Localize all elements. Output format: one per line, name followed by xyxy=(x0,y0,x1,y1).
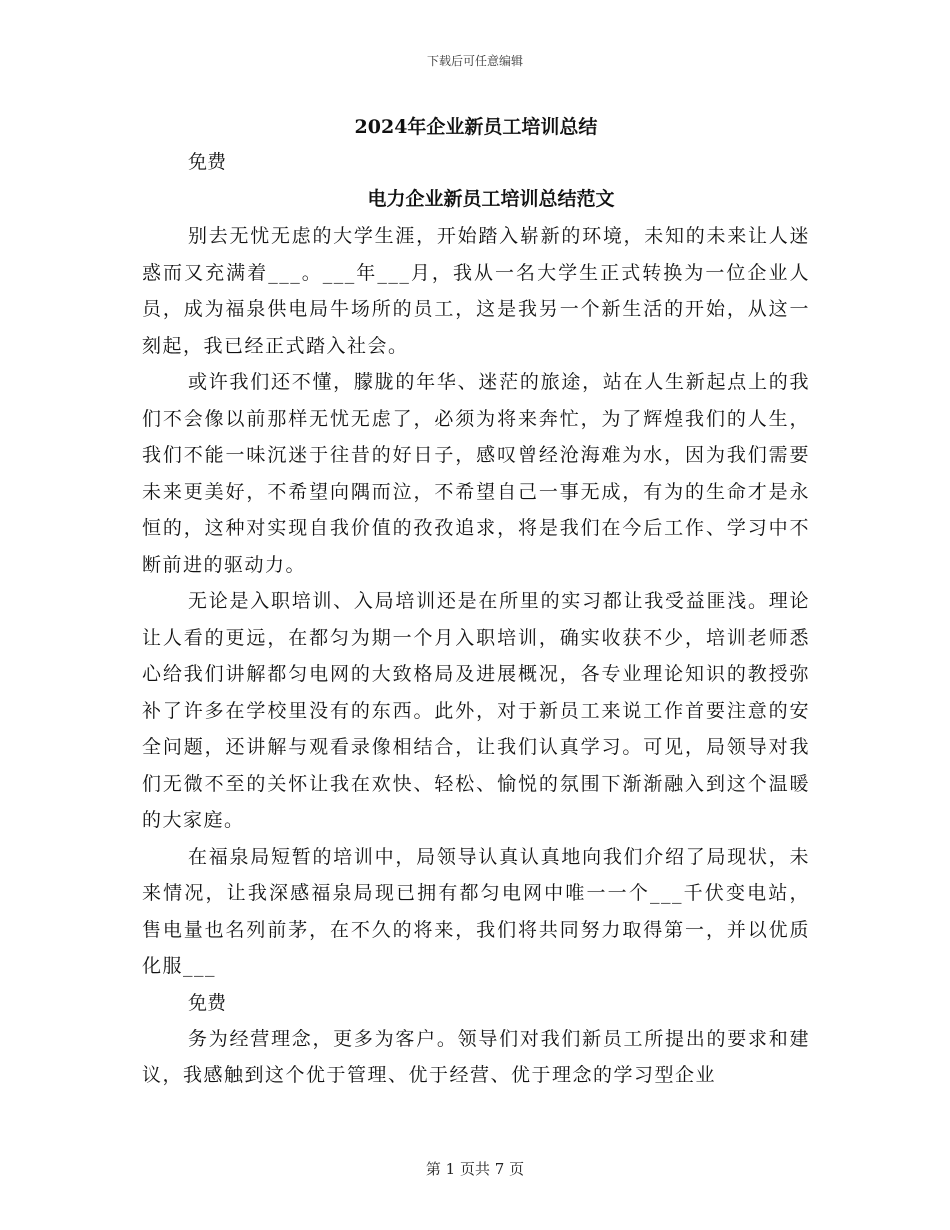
free-label: 免费 xyxy=(188,151,227,173)
document-body xyxy=(142,110,810,1094)
paragraph: 务为经营理念，更多为客户。领导们对我们新员工所提出的要求和建议，我感触到这个优于管理、优于经营、优于理念的学习型企业 xyxy=(142,1027,810,1086)
paragraph: 别去无忧无虑的大学生涯，开始踏入崭新的环境，未知的未来让人迷惑而又充满着___。___年___月，我从一名大学生正式转换为一位企业人员，成为福泉供电局牛场所的员工，这是我另一个新生活的开始，从这一刻起，我已经正式踏入社会。 xyxy=(142,225,810,357)
paragraph: 无论是入职培训、入局培训还是在所里的实习都让我受益匪浅。理论让人看的更远，在都匀为期一个月入职培训，确实收获不少，培训老师悉心给我们讲解都匀电网的大致格局及进展概况，各专业理论知识的教授弥补了许多在学校里没有的东西。此外，对于新员工来说工作首要注意的安全问题，还讲解与观看录像相结合，让我们认真学习。可见，局领导对我们无微不至的关怀让我在欢快、轻松、愉悦的氛围下渐渐融入到这个温暖的大家庭。 xyxy=(142,590,810,831)
page-footer: 第 1 页共 7 页 xyxy=(425,1160,525,1178)
free-label: 免费 xyxy=(188,991,227,1014)
document-subtitle: 电力企业新员工培训总结范文 xyxy=(367,188,615,210)
document-title: 2024年企业新员工培训总结 xyxy=(354,116,598,138)
page-header: 下载后可任意编辑 xyxy=(426,54,523,68)
paragraph: 或许我们还不懂，朦胧的年华、迷茫的旅途，站在人生新起点上的我们不会像以前那样无忧无虑了，必须为将来奔忙，为了辉煌我们的人生，我们不能一味沉迷于往昔的好日子，感叹曾经沧海难为水，因为我们需要未来更美好，不希望向隅而泣，不希望自己一事无成，有为的生命才是永恒的，这种对实现自我价值的孜孜追求，将是我们在今后工作、学习中不断前进的驱动力。 xyxy=(142,371,810,576)
paragraph: 在福泉局短暂的培训中，局领导认真认真地向我们介绍了局现状，未来情况，让我深感福泉局现已拥有都匀电网中唯一一个___千伏变电站，售电量也名列前茅，在不久的将来，我们将共同努力取得第一，并以优质化服___ xyxy=(142,845,810,977)
